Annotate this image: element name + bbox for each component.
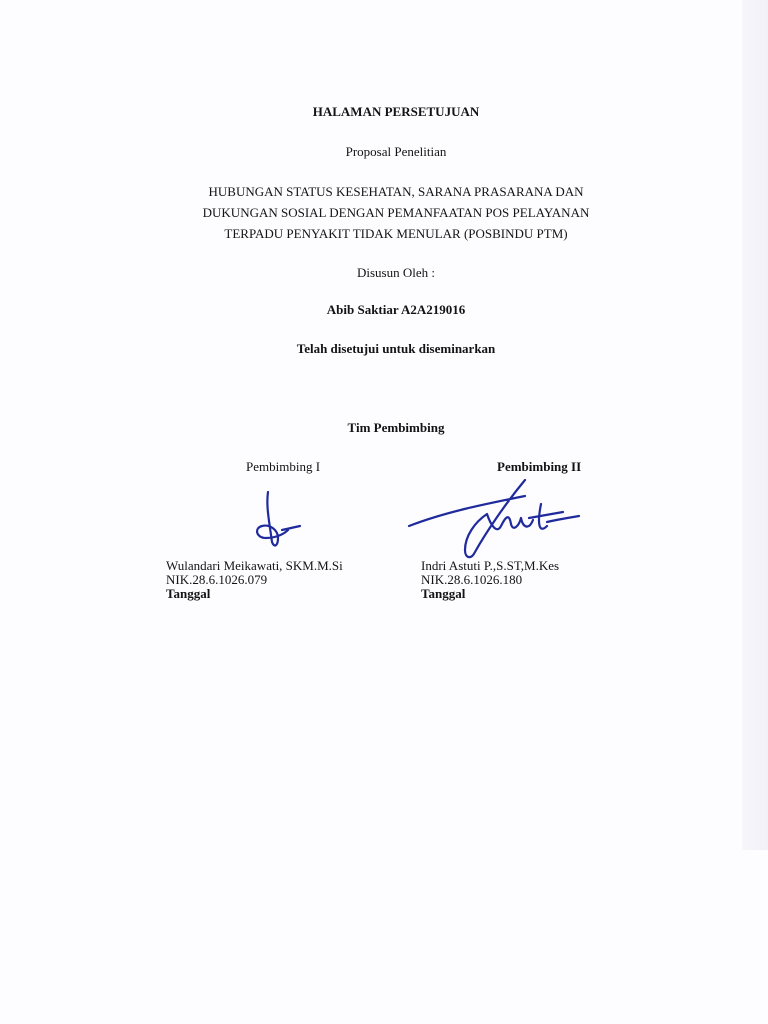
research-title-line-1: HUBUNGAN STATUS KESEHATAN, SARANA PRASARANA DAN — [208, 184, 584, 199]
research-title-line-3: TERPADU PENYAKIT TIDAK MENULAR (POSBINDU PTM) — [224, 226, 568, 241]
research-title — [0, 181, 768, 244]
author-label: Disusun Oleh : — [357, 265, 435, 280]
supervisor-1-nik: NIK.28.6.1026.079 — [166, 572, 268, 587]
supervisor-2-role: Pembimbing II — [497, 459, 582, 474]
supervisor-2-nik: NIK.28.6.1026.180 — [421, 572, 523, 587]
signature-1-icon — [252, 486, 312, 556]
supervisor-2-date-label: Tanggal — [421, 586, 466, 601]
supervisor-2-details — [421, 559, 559, 601]
page-title: HALAMAN PERSETUJUAN — [312, 104, 480, 119]
supervisor-1-role: Pembimbing I — [246, 459, 321, 474]
author-name: Abib Saktiar A2A219016 — [326, 302, 466, 317]
supervisor-1-date-label: Tanggal — [166, 586, 211, 601]
supervisor-2-name: Indri Astuti P.,S.ST,M.Kes — [421, 558, 560, 573]
document-subtitle: Proposal Penelitian — [345, 144, 447, 159]
approval-statement: Telah disetujui untuk diseminarkan — [296, 341, 496, 356]
supervisor-1-details — [166, 559, 343, 601]
research-title-line-2: DUKUNGAN SOSIAL DENGAN PEMANFAATAN POS PELAYANAN — [202, 205, 590, 220]
signature-2-icon — [405, 474, 585, 569]
supervisor-1-name: Wulandari Meikawati, SKM.M.Si — [166, 558, 343, 573]
supervisor-team-label: Tim Pembimbing — [347, 420, 445, 435]
